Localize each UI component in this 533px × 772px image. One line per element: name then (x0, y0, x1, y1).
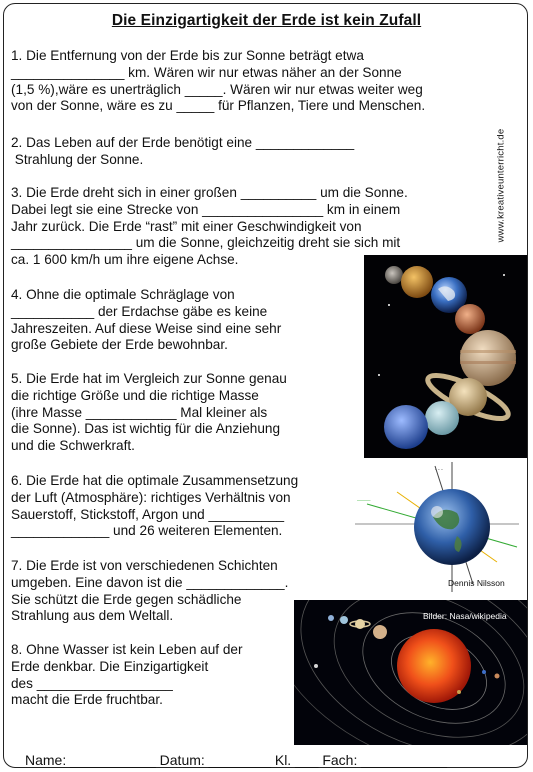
svg-text:———: ——— (357, 498, 371, 503)
solar-system-image (294, 600, 527, 745)
planets-image (364, 255, 527, 458)
credit-dennis-nilsson: Dennis Nilsson (448, 578, 505, 588)
earth-axis-diagram (347, 462, 527, 592)
question-2: 2. Das Leben auf der Erde benötigt eine _____________ Strahlung der Sonne. (11, 135, 355, 167)
footer-fields: Name: ___________ Datum: ________ Kl. ___ Fach: ___________ (25, 752, 447, 768)
question-8: 8. Ohne Wasser ist kein Leben auf der Erde denkbar. Die Einzigartigkeit des __________________ macht die Erde fruchtbar. (11, 642, 243, 708)
credit-nasa-wikipedia: Bilder: Nasa/wikipedia (423, 611, 507, 621)
question-1: 1. Die Entfernung von der Erde bis zur Sonne beträgt etwa _______________ km. Wären wir nur etwas näher an der Sonne (1,5 %),wäre es unerträglich _____. Wären wir nur etwas weiter weg von der Sonne, wäre es zu _____ für Pflanzen, Tiere und Menschen. (11, 48, 426, 114)
svg-text:- - -: - - - (435, 467, 443, 473)
question-3: 3. Die Erde dreht sich in einer großen __________ um die Sonne. Dabei legt sie eine Strecke von ________________ km in einem Jahr zurück. Die Erde “rast” mit einer Geschwindigkeit von ________________ um die Sonne, gleichzeitig dreht sie sich mit ca. 1 600 km/h um ihre eigene Achse. (11, 185, 408, 268)
question-7: 7. Die Erde ist von verschiedenen Schichten umgeben. Eine davon ist die _____________. Sie schützt die Erde gegen schädliche Strahlung aus dem Weltall. (11, 558, 289, 624)
question-5: 5. Die Erde hat im Vergleich zur Sonne genau die richtige Größe und die richtige Masse (ihre Masse ____________ Mal kleiner als die Sonne). Das ist wichtig für die Anziehung und die Schwerkraft. (11, 371, 287, 454)
question-4: 4. Ohne die optimale Schräglage von ___________ der Erdachse gäbe es keine Jahreszeiten. Auf diese Weise sind eine sehr große Gebiete der Erde bewohnbar. (11, 287, 282, 353)
page-title: Die Einzigartigkeit der Erde ist kein Zufall (111, 12, 422, 29)
question-6: 6. Die Erde hat die optimale Zusammensetzung der Luft (Atmosphäre): richtiges Verhältnis von Sauerstoff, Stickstoff, Argon und __________ _____________ und 26 weiteren Elementen. (11, 473, 299, 539)
website-vertical-text: www.kreativeunterricht.de (495, 128, 507, 243)
